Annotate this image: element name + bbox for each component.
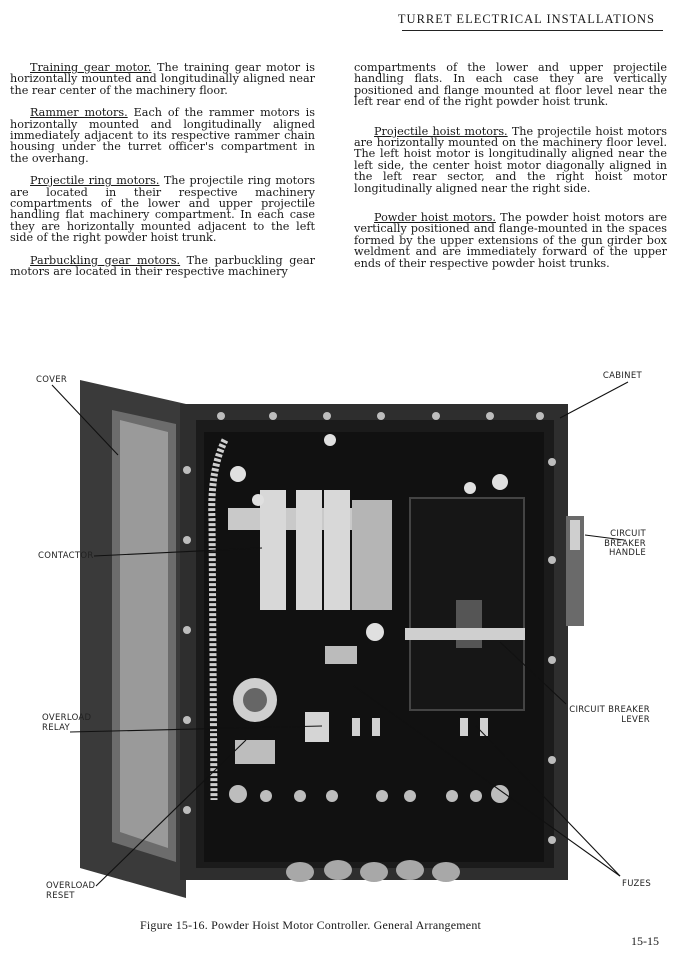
label-cabinet: CABINET bbox=[602, 371, 642, 381]
label-line: BREAKER bbox=[604, 538, 646, 549]
paragraph-body: The parbuckling gear motors are located in their respective machinery bbox=[10, 253, 315, 279]
left-text-column bbox=[10, 62, 315, 289]
cover-gasket bbox=[120, 420, 168, 848]
paragraph-body: The training gear motor is horizontally mounted and longitudinally aligned near the rear center of the machinery floor. bbox=[10, 61, 315, 97]
paragraph-body: Each of the rammer motors is horizontally mounted and longitudinally aligned immediately adjacent to its respective rammer chain housing under the turret officer's compartment in the overhang. bbox=[10, 106, 315, 165]
label-line: RESET bbox=[46, 890, 75, 901]
label-contactor: CONTACTOR bbox=[38, 551, 94, 561]
paragraph-heading: Powder hoist motors. bbox=[374, 211, 496, 225]
paragraph-continuation bbox=[354, 62, 667, 108]
paragraph-body: The powder hoist motors are vertically positioned and flange-mounted in the spaces formed by the upper extensions of the gun girder box weldment and are immediately forward of the upper ends of their respective powder hoist trunks. bbox=[354, 211, 667, 270]
label-line: OVERLOAD bbox=[46, 881, 96, 891]
paragraph-projectile-hoist bbox=[354, 126, 667, 194]
paragraph-body: compartments of the lower and upper projectile handling flats. In each case they are vertically positioned and flange mounted at floor level near the left rear end of the right powder hoist trunk. bbox=[354, 61, 667, 109]
right-text-column bbox=[354, 62, 667, 280]
paragraph-parbuckling bbox=[10, 255, 315, 278]
header-rule bbox=[402, 30, 663, 31]
label-circuit-breaker-handle bbox=[590, 530, 646, 559]
paragraph-body: The projectile ring motors are located in their respective machinery compartments of the lower and upper projectile handling flat machinery compartment. In each case they are horizontally mounted adjacent to the left side of the right powder hoist trunk. bbox=[10, 174, 315, 245]
page-number: 15-15 bbox=[631, 934, 659, 948]
label-overload-relay bbox=[42, 714, 91, 733]
label-circuit-breaker-lever bbox=[560, 706, 650, 725]
label-line: CIRCUIT bbox=[610, 529, 646, 539]
paragraph-heading: Projectile hoist motors. bbox=[374, 124, 508, 138]
paragraph-rammer bbox=[10, 107, 315, 164]
circuit-breaker-lever bbox=[405, 628, 525, 640]
paragraph-body: The projectile hoist motors are horizontally mounted on the machinery floor level. The left hoist motor is longitudinally aligned near the left side, the center hoist motor diagonally aligned in the left rear sector, and the right hoist motor longitudinally aligned near the right side. bbox=[354, 124, 668, 195]
label-overload-reset bbox=[46, 882, 95, 901]
paragraph-heading: Rammer motors. bbox=[30, 106, 128, 120]
paragraph-projectile-ring bbox=[10, 175, 315, 243]
controller-photo bbox=[0, 360, 689, 900]
label-cover: COVER bbox=[36, 375, 68, 385]
paragraph-training-gear bbox=[10, 62, 315, 96]
label-line: LEVER bbox=[621, 714, 650, 725]
label-fuzes: FUZES bbox=[622, 879, 652, 889]
paragraph-heading: Training gear motor. bbox=[30, 61, 152, 74]
paragraph-heading: Projectile ring motors. bbox=[30, 174, 160, 188]
label-line: RELAY bbox=[42, 722, 71, 733]
label-line: HANDLE bbox=[608, 548, 646, 558]
label-line: CIRCUIT BREAKER bbox=[569, 705, 650, 715]
running-header: TURRET ELECTRICAL INSTALLATIONS bbox=[397, 12, 655, 26]
paragraph-heading: Parbuckling gear motors. bbox=[30, 253, 181, 267]
figure-caption: Figure 15-16. Powder Hoist Motor Controller. General Arrangement bbox=[140, 918, 482, 932]
contactor-coil bbox=[352, 500, 392, 610]
label-line: OVERLOAD bbox=[42, 713, 92, 723]
paragraph-powder-hoist bbox=[354, 212, 667, 269]
overload-reset-module bbox=[305, 712, 329, 742]
